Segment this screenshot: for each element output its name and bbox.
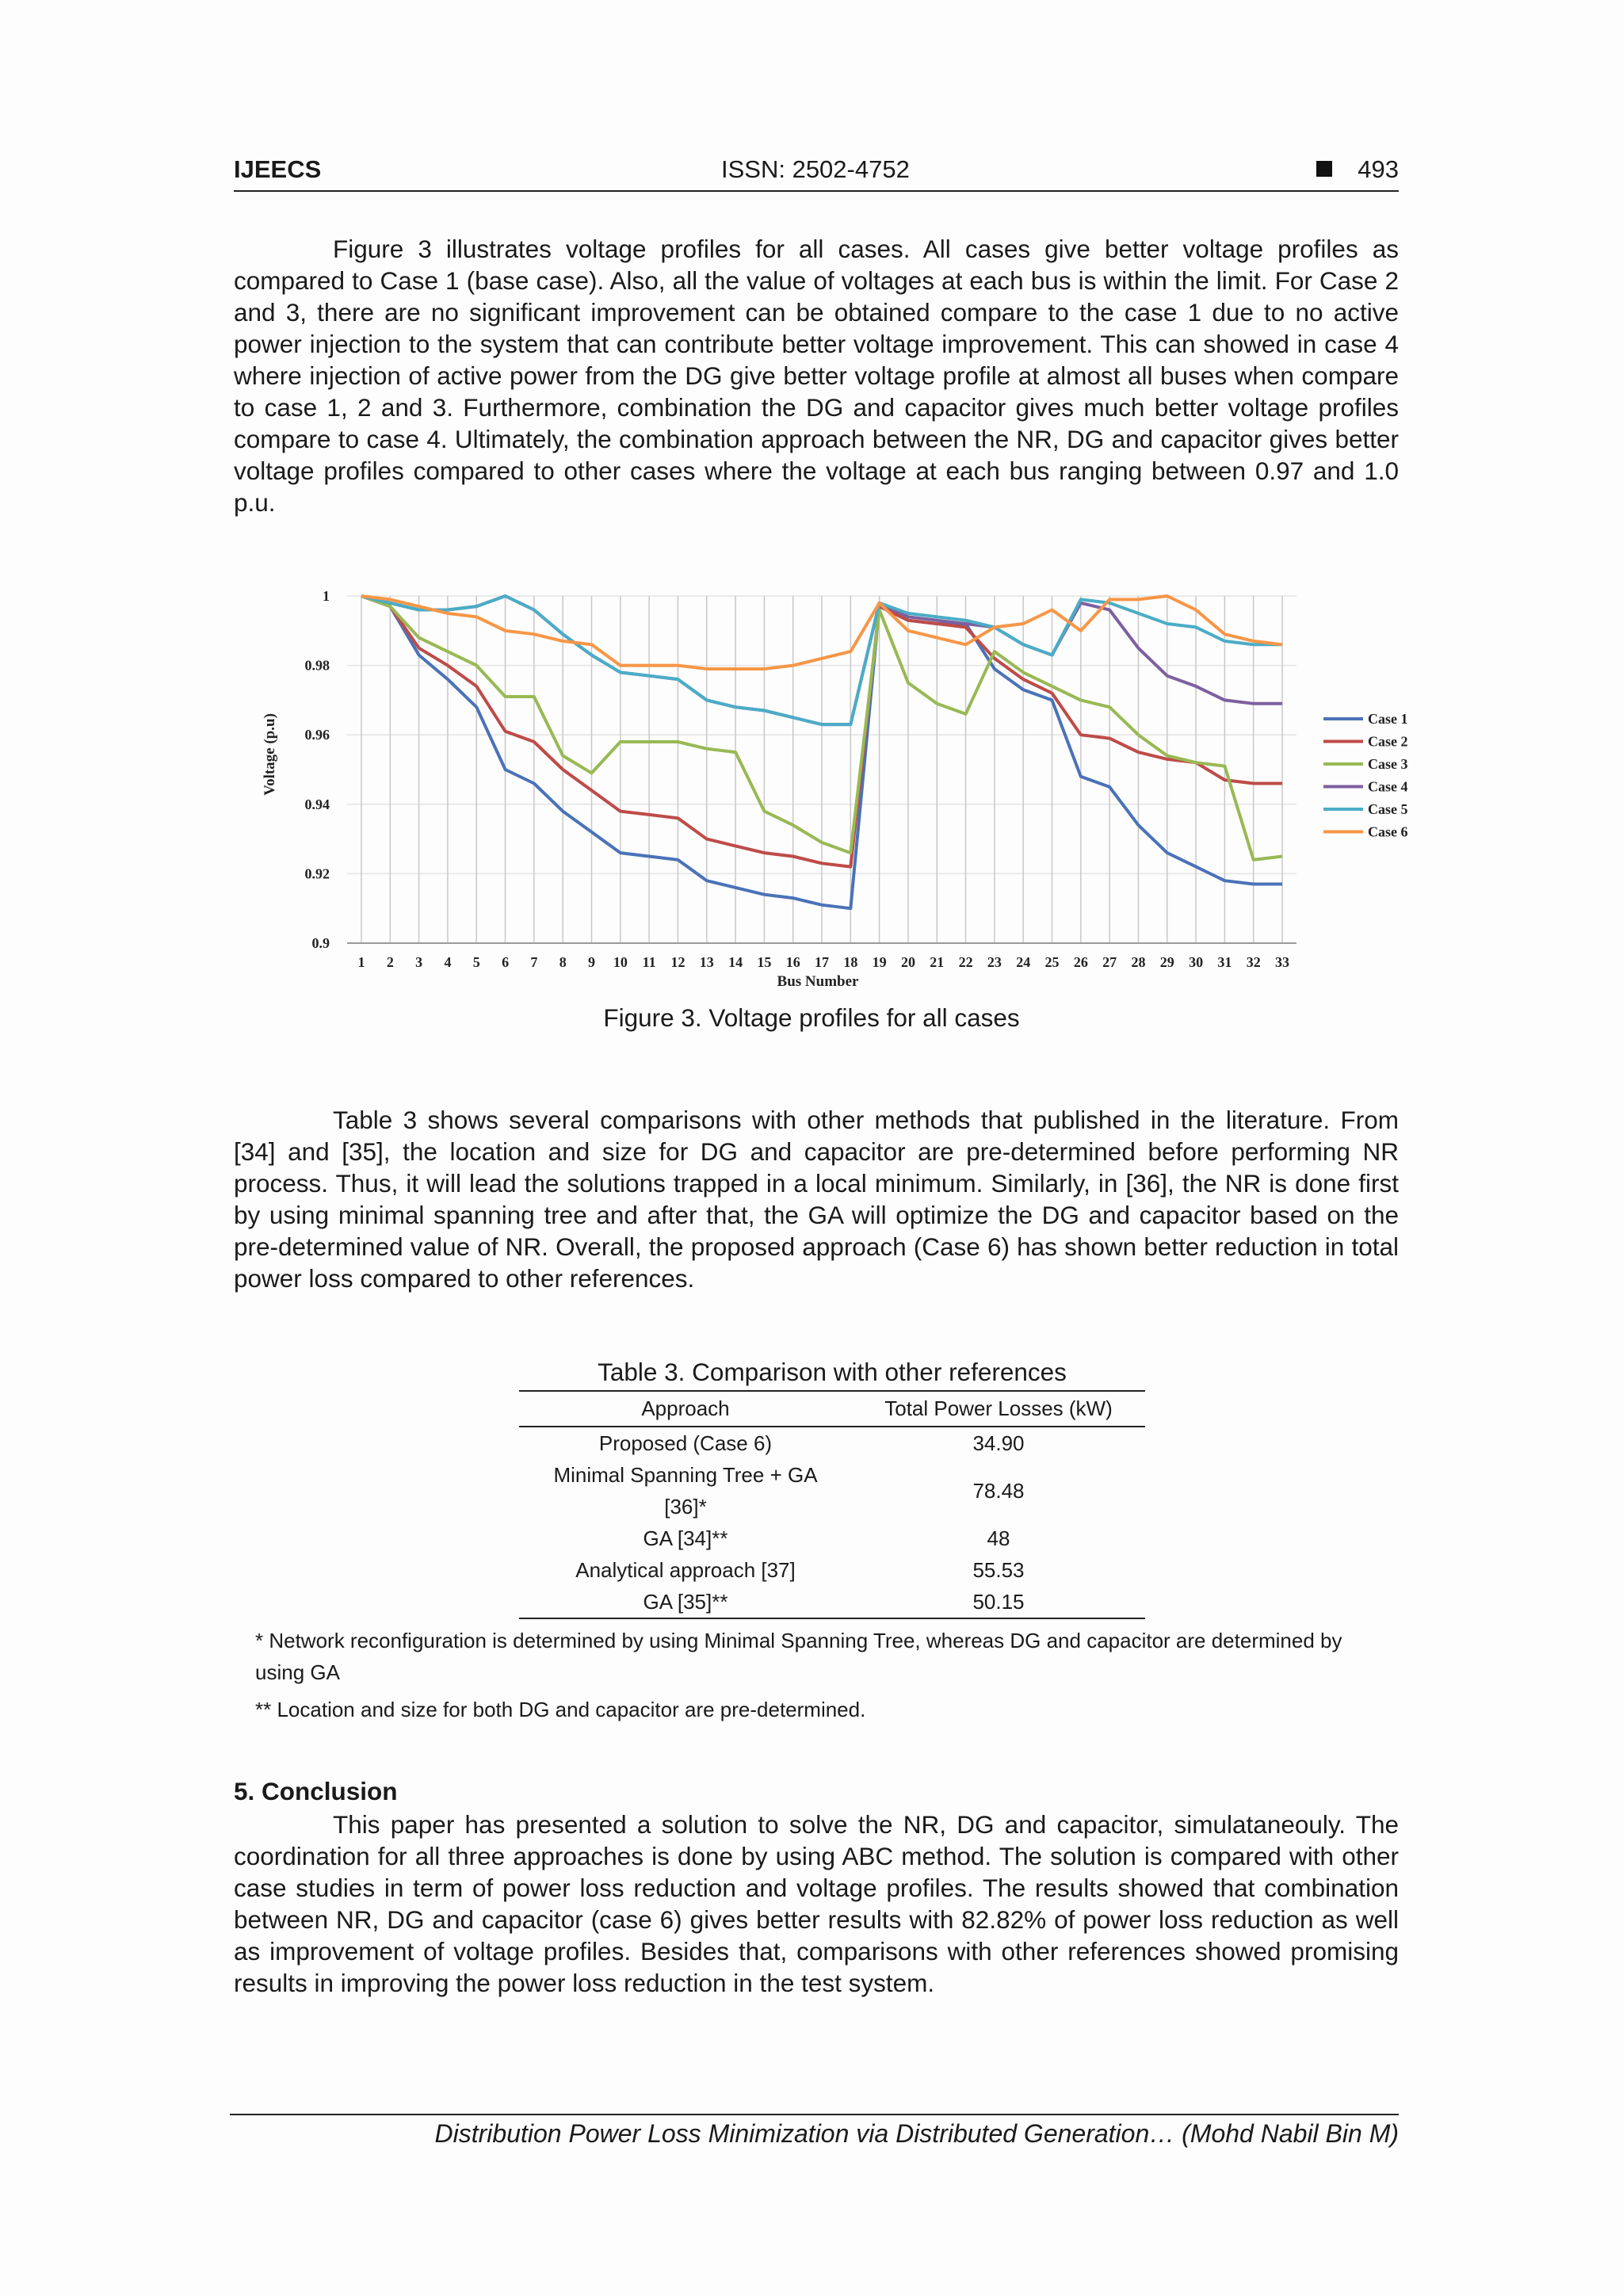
x-tick-label: 8 xyxy=(559,954,567,970)
table-row xyxy=(519,1586,1145,1618)
comparison-table xyxy=(519,1390,1145,1619)
x-tick-label: 33 xyxy=(1275,954,1289,970)
legend-label: Case 6 xyxy=(1368,823,1408,840)
x-tick-label: 11 xyxy=(642,954,656,970)
page-footer: Distribution Power Loss Minimization via Distributed Generation… (Mohd Nabil Bin M) xyxy=(434,2119,1399,2148)
x-tick-label: 21 xyxy=(930,954,945,970)
page-number: 493 xyxy=(1358,155,1399,183)
x-tick-label: 13 xyxy=(699,954,714,970)
y-tick-label: 0.9 xyxy=(311,935,330,951)
voltage-profile-chart xyxy=(252,571,1425,999)
legend-item xyxy=(1323,801,1408,817)
section-heading-conclusion: 5. Conclusion xyxy=(234,1777,398,1805)
figure-caption: Figure 3. Voltage profiles for all cases xyxy=(603,1003,1020,1032)
x-tick-label: 12 xyxy=(670,954,685,970)
table-row xyxy=(519,1522,1145,1554)
page-header xyxy=(234,155,1399,192)
issn-label: ISSN: 2502-4752 xyxy=(721,155,910,183)
loss-cell: 78.48 xyxy=(972,1479,1025,1503)
legend-label: Case 3 xyxy=(1368,756,1408,772)
journal-name: IJEECS xyxy=(234,155,322,183)
y-tick-label: 0.92 xyxy=(304,865,330,882)
x-tick-label: 2 xyxy=(386,954,394,970)
column-header-loss: Total Power Losses (kW) xyxy=(852,1391,1145,1427)
y-axis-ticks xyxy=(305,588,330,951)
chart-grid xyxy=(347,596,1296,943)
x-tick-label: 26 xyxy=(1073,954,1088,970)
loss-cell: 34.90 xyxy=(972,1431,1025,1455)
y-tick-label: 1 xyxy=(323,588,330,604)
loss-cell: 55.53 xyxy=(972,1558,1025,1582)
legend-item xyxy=(1323,756,1408,772)
approach-cell: Analytical approach [37] xyxy=(575,1558,796,1582)
legend-item xyxy=(1323,824,1408,840)
y-tick-label: 0.98 xyxy=(304,657,330,674)
paragraph-comparison: Table 3 shows several comparisons with other methods that published in the literature. From [34] and [35], the location and size for DG and capacitor are pre-determined before performing NR process. Thus, it will lead the solutions trapped in a local minimum. Similarly, in [36], the NR is done first by using minimal spanning tree and after that, the GA will optimize the DG and capacitor based on the pre-determined value of NR. Overall, the proposed approach (Case 6) has shown better reduction in total power loss compared to other references. xyxy=(234,1106,1399,1293)
legend-label: Case 1 xyxy=(1368,711,1408,727)
footer-rule xyxy=(230,2114,1399,2115)
loss-cell: 50.15 xyxy=(852,1586,1145,1618)
table-row xyxy=(519,1554,1145,1586)
x-tick-label: 28 xyxy=(1131,954,1146,970)
x-tick-label: 19 xyxy=(872,954,887,970)
x-tick-label: 20 xyxy=(900,954,915,970)
approach-cell: GA [34]** xyxy=(643,1526,728,1550)
table-row xyxy=(519,1459,1145,1522)
loss-cell: 48 xyxy=(987,1526,1010,1550)
y-axis-label: Voltage (p.u) xyxy=(262,713,278,796)
x-tick-label: 17 xyxy=(815,954,829,970)
x-tick-label: 15 xyxy=(757,954,772,970)
approach-cell: Minimal Spanning Tree + GA [36]* xyxy=(553,1463,818,1519)
x-tick-label: 30 xyxy=(1189,954,1204,970)
x-tick-label: 14 xyxy=(728,954,743,970)
page-number-block xyxy=(1316,155,1399,184)
approach-cell: Proposed (Case 6) xyxy=(598,1431,773,1455)
table-caption: Table 3. Comparison with other references xyxy=(598,1358,1067,1386)
x-axis-ticks xyxy=(358,954,1290,970)
x-axis-label: Bus Number xyxy=(777,973,859,990)
paragraph-conclusion: This paper has presented a solution to solve the NR, DG and capacitor, simulataneouly. The coordination for all three approaches is done by using ABC method. The solution is compared with other case studies in term of power loss reduction and voltage profiles. The results showed that combination between NR, DG and capacitor (case 6) gives better results with 82.82% of power loss reduction as well as improvement of voltage profiles. Besides that, comparisons with other references showed promising results in improving the power loss reduction in the test system. xyxy=(234,1810,1399,1997)
x-tick-label: 5 xyxy=(472,954,480,970)
square-bullet-icon xyxy=(1316,161,1332,177)
approach-cell: GA [35]** xyxy=(519,1586,852,1618)
table-note-1: * Network reconfiguration is determined by using Minimal Spanning Tree, whereas DG and capacitor are determined by using GA xyxy=(255,1629,1342,1684)
legend-label: Case 5 xyxy=(1368,801,1408,817)
x-tick-label: 32 xyxy=(1246,954,1261,970)
y-tick-label: 0.96 xyxy=(304,727,330,743)
x-tick-label: 3 xyxy=(415,954,423,970)
table-note-2: ** Location and size for both DG and capacitor are pre-determined. xyxy=(255,1698,866,1721)
x-tick-label: 25 xyxy=(1044,954,1060,970)
legend-label: Case 2 xyxy=(1368,733,1408,750)
paragraph-voltage-profiles: Figure 3 illustrates voltage profiles for all cases. All cases give better voltage profiles as compared to Case 1 (base case). Also, all the value of voltages at each bus is within the limit. For Case 2 and 3, there are no significant improvement can be obtained compare to the case 1 due to no active power injection to the system that can contribute better voltage improvement. This can showed in case 4 where injection of active power from the DG give better voltage profile at almost all buses when compare to case 1, 2 and 3. Furthermore, combination the DG and capacitor gives much better voltage profiles compare to case 4. Ultimately, the combination approach between the NR, DG and capacitor gives better voltage profiles compared to other cases where the voltage at each bus ranging between 0.97 and 1.0 p.u. xyxy=(234,235,1399,517)
legend-item xyxy=(1323,711,1408,727)
x-tick-label: 18 xyxy=(843,954,858,970)
x-tick-label: 24 xyxy=(1016,954,1031,970)
chart-legend xyxy=(1323,711,1408,840)
x-tick-label: 4 xyxy=(444,954,452,970)
x-tick-label: 10 xyxy=(613,954,628,970)
legend-item xyxy=(1323,779,1408,795)
legend-label: Case 4 xyxy=(1368,778,1408,795)
x-tick-label: 16 xyxy=(785,954,800,970)
x-tick-label: 7 xyxy=(530,954,538,970)
table-row xyxy=(519,1427,1145,1459)
x-tick-label: 29 xyxy=(1159,954,1174,970)
table-header-row xyxy=(519,1391,1145,1427)
x-tick-label: 23 xyxy=(987,954,1002,970)
x-tick-label: 31 xyxy=(1217,954,1232,970)
legend-item xyxy=(1323,734,1408,750)
x-tick-label: 1 xyxy=(357,954,365,970)
column-header-approach: Approach xyxy=(519,1391,852,1427)
x-tick-label: 9 xyxy=(588,954,595,970)
x-tick-label: 22 xyxy=(958,954,973,970)
x-tick-label: 6 xyxy=(502,954,510,970)
y-tick-label: 0.94 xyxy=(304,796,330,812)
x-tick-label: 27 xyxy=(1102,954,1117,970)
